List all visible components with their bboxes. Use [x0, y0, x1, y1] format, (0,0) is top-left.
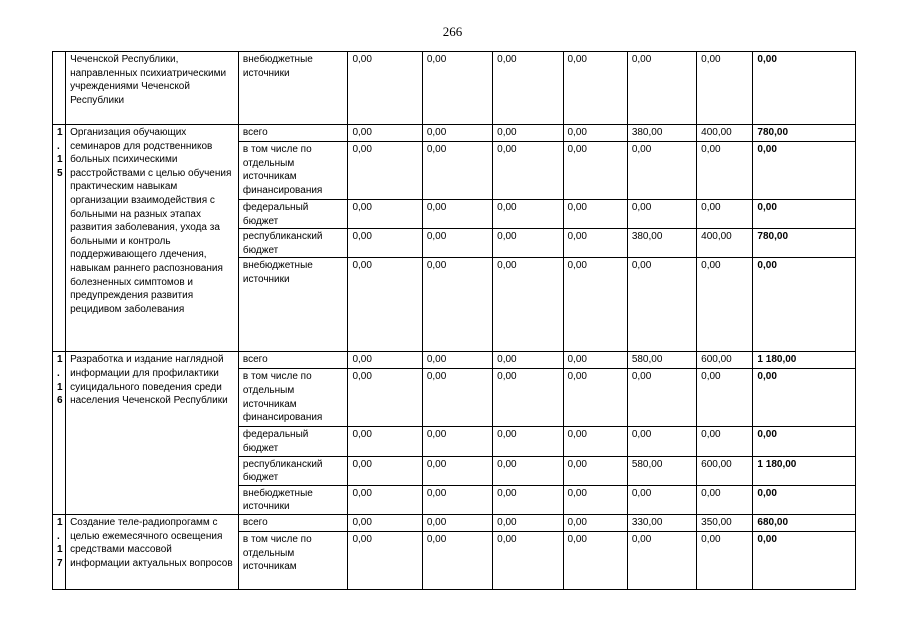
year-value: 0,00	[697, 52, 753, 125]
total-value: 0,00	[753, 485, 856, 514]
total-value: 0,00	[753, 142, 856, 200]
year-value: 0,00	[563, 456, 627, 485]
funding-source: федеральный бюджет	[238, 427, 348, 456]
year-value: 0,00	[422, 427, 492, 456]
total-value: 0,00	[753, 427, 856, 456]
item-number	[53, 52, 66, 125]
year-value: 0,00	[697, 200, 753, 229]
year-value: 0,00	[563, 200, 627, 229]
year-value: 0,00	[422, 352, 492, 369]
funding-source: внебюджетные источники	[238, 485, 348, 514]
year-value: 0,00	[563, 125, 627, 142]
year-value: 0,00	[422, 258, 492, 352]
year-value: 0,00	[627, 485, 696, 514]
year-value: 600,00	[697, 352, 753, 369]
year-value: 380,00	[627, 229, 696, 258]
year-value: 0,00	[697, 369, 753, 427]
year-value: 0,00	[563, 514, 627, 531]
year-value: 0,00	[348, 229, 422, 258]
year-value: 600,00	[697, 456, 753, 485]
year-value: 330,00	[627, 514, 696, 531]
year-value: 0,00	[348, 200, 422, 229]
year-value: 0,00	[348, 258, 422, 352]
year-value: 0,00	[563, 427, 627, 456]
year-value: 0,00	[493, 352, 563, 369]
year-value: 0,00	[627, 52, 696, 125]
year-value: 0,00	[563, 52, 627, 125]
year-value: 0,00	[697, 485, 753, 514]
year-value: 0,00	[422, 52, 492, 125]
item-number: 1.17	[53, 514, 66, 589]
year-value: 0,00	[422, 514, 492, 531]
funding-source: в том числе по отдельным источникам финансирования	[238, 142, 348, 200]
activity-name: Организация обучающих семинаров для родственников больных психическими расстройствами с целью обучения практическим навыкам организации взаимодействия с больными на разных этапах развития заболевания, ухода за больными и контроль поддерживающего лдечения, навыкам раннего распознования болезненных симптомов и предупреждения развития рецидивом заболевания	[66, 125, 239, 352]
year-value: 0,00	[493, 229, 563, 258]
funding-source: в том числе по отдельным источникам финансирования	[238, 369, 348, 427]
year-value: 0,00	[348, 531, 422, 589]
year-value: 0,00	[627, 369, 696, 427]
year-value: 0,00	[493, 52, 563, 125]
funding-source: в том числе по отдельным источникам	[238, 531, 348, 589]
table-row	[53, 514, 856, 531]
year-value: 0,00	[563, 531, 627, 589]
year-value: 0,00	[422, 142, 492, 200]
activity-name: Чеченской Республики, направленных психиатрическими учреждениями Чеченской Республики	[66, 52, 239, 125]
year-value: 0,00	[348, 514, 422, 531]
budget-table	[52, 51, 856, 590]
year-value: 0,00	[422, 229, 492, 258]
year-value: 0,00	[493, 142, 563, 200]
total-value: 0,00	[753, 531, 856, 589]
year-value: 0,00	[563, 485, 627, 514]
year-value: 0,00	[563, 258, 627, 352]
table-row	[53, 125, 856, 142]
year-value: 0,00	[422, 200, 492, 229]
funding-source: республиканский бюджет	[238, 229, 348, 258]
year-value: 580,00	[627, 352, 696, 369]
year-value: 0,00	[697, 142, 753, 200]
year-value: 380,00	[627, 125, 696, 142]
year-value: 400,00	[697, 229, 753, 258]
funding-source: внебюджетные источники	[238, 258, 348, 352]
year-value: 0,00	[422, 485, 492, 514]
activity-name: Создание теле-радиопрогамм с целью ежемесячного освещения средствами массовой информации актуальных вопросов	[66, 514, 239, 589]
year-value: 0,00	[697, 531, 753, 589]
year-value: 0,00	[627, 531, 696, 589]
year-value: 0,00	[493, 456, 563, 485]
year-value: 0,00	[627, 200, 696, 229]
total-value: 780,00	[753, 229, 856, 258]
funding-source: республиканский бюджет	[238, 456, 348, 485]
year-value: 0,00	[493, 125, 563, 142]
total-value: 1 180,00	[753, 352, 856, 369]
year-value: 0,00	[563, 352, 627, 369]
funding-source: всего	[238, 352, 348, 369]
activity-name: Разработка и издание наглядной информации для профилактики суицидального поведения среди населения Чеченской Республики	[66, 352, 239, 515]
year-value: 0,00	[493, 514, 563, 531]
total-value: 680,00	[753, 514, 856, 531]
table-row	[53, 52, 856, 125]
year-value: 0,00	[493, 369, 563, 427]
total-value: 0,00	[753, 369, 856, 427]
year-value: 0,00	[422, 125, 492, 142]
table-row	[53, 352, 856, 369]
year-value: 0,00	[348, 142, 422, 200]
funding-source: всего	[238, 514, 348, 531]
year-value: 400,00	[697, 125, 753, 142]
year-value: 0,00	[627, 142, 696, 200]
funding-source: всего	[238, 125, 348, 142]
year-value: 0,00	[627, 258, 696, 352]
year-value: 580,00	[627, 456, 696, 485]
year-value: 0,00	[348, 485, 422, 514]
funding-source: внебюджетные источники	[238, 52, 348, 125]
year-value: 0,00	[627, 427, 696, 456]
total-value: 780,00	[753, 125, 856, 142]
year-value: 0,00	[697, 258, 753, 352]
year-value: 0,00	[348, 369, 422, 427]
year-value: 0,00	[493, 531, 563, 589]
year-value: 0,00	[493, 427, 563, 456]
year-value: 0,00	[348, 456, 422, 485]
year-value: 0,00	[348, 52, 422, 125]
item-number: 1.15	[53, 125, 66, 352]
year-value: 0,00	[348, 352, 422, 369]
year-value: 0,00	[563, 142, 627, 200]
total-value: 1 180,00	[753, 456, 856, 485]
item-number: 1.16	[53, 352, 66, 515]
year-value: 0,00	[348, 125, 422, 142]
funding-source: федеральный бюджет	[238, 200, 348, 229]
year-value: 350,00	[697, 514, 753, 531]
year-value: 0,00	[697, 427, 753, 456]
total-value: 0,00	[753, 258, 856, 352]
total-value: 0,00	[753, 200, 856, 229]
year-value: 0,00	[493, 200, 563, 229]
year-value: 0,00	[422, 369, 492, 427]
year-value: 0,00	[348, 427, 422, 456]
year-value: 0,00	[422, 531, 492, 589]
year-value: 0,00	[563, 369, 627, 427]
year-value: 0,00	[422, 456, 492, 485]
total-value: 0,00	[753, 52, 856, 125]
year-value: 0,00	[493, 485, 563, 514]
year-value: 0,00	[493, 258, 563, 352]
year-value: 0,00	[563, 229, 627, 258]
page-number: 266	[442, 24, 463, 39]
